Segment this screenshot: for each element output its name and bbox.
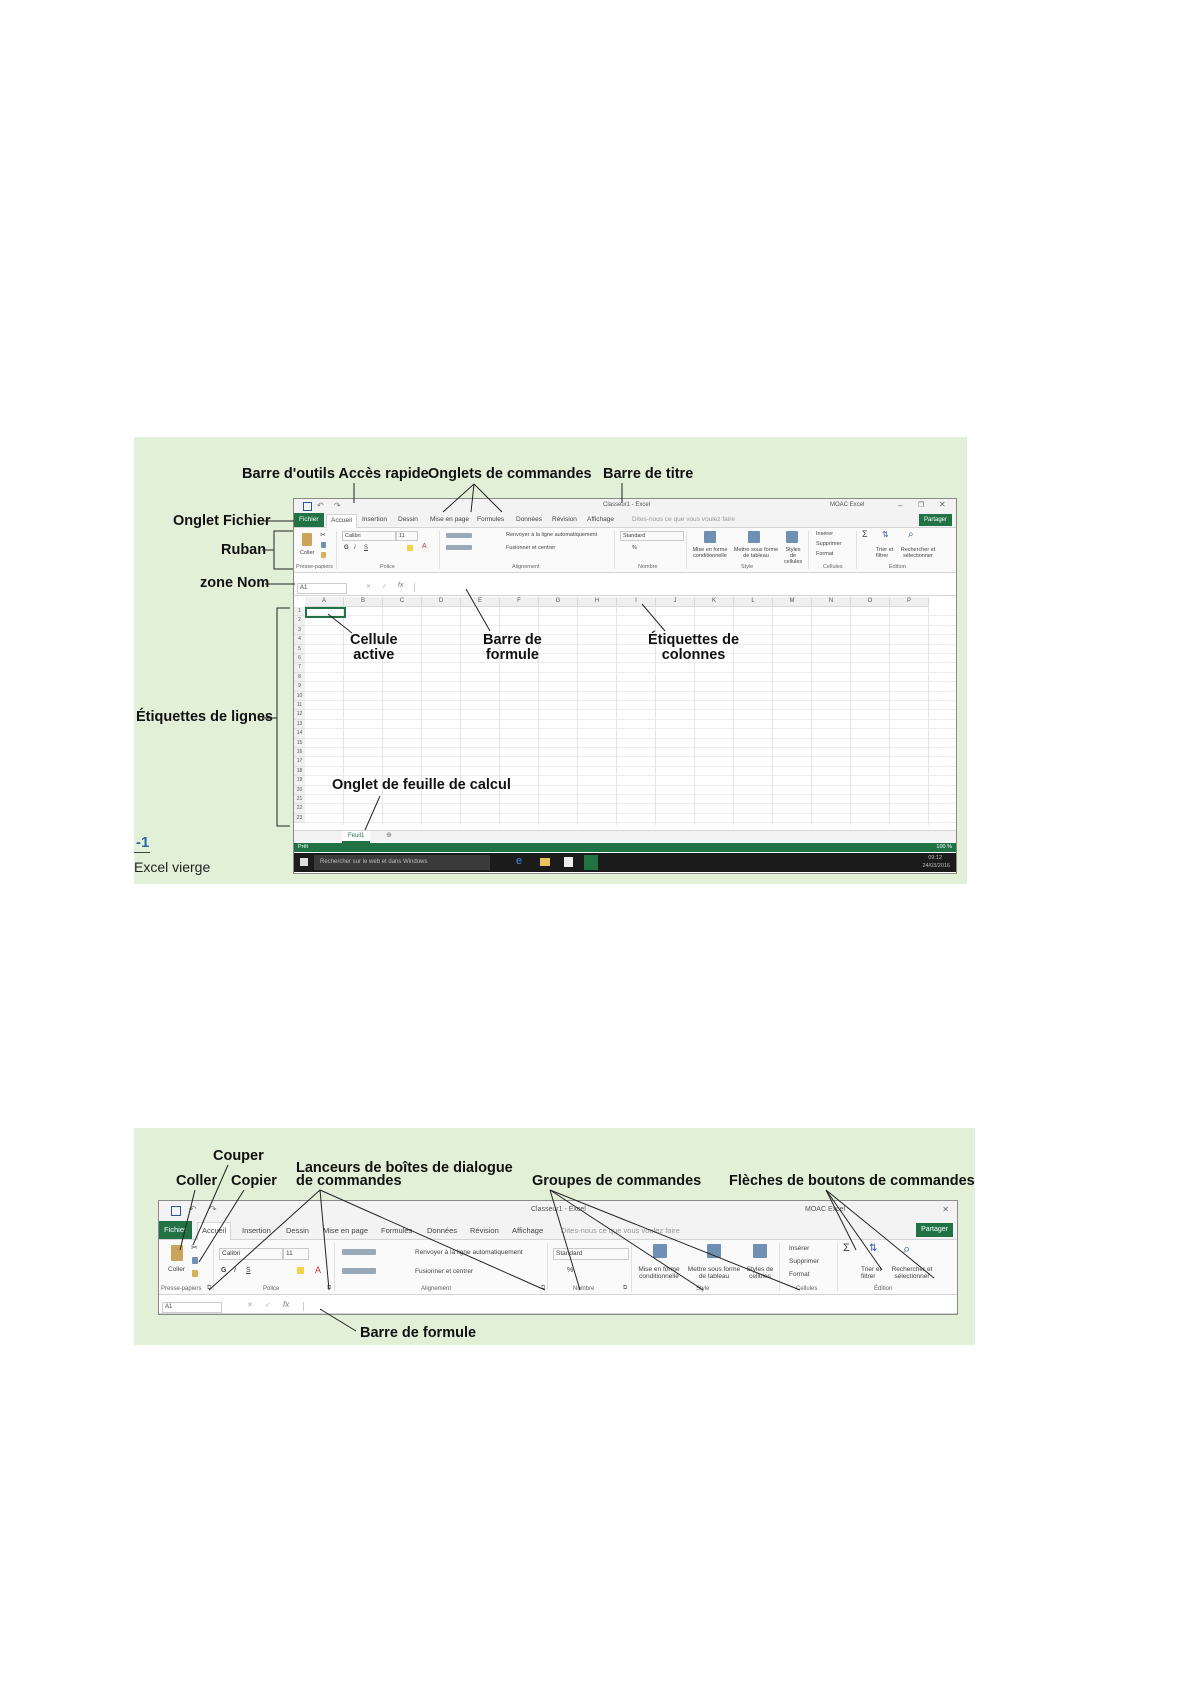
- excel-taskbar-icon[interactable]: [584, 855, 598, 870]
- tell-me-box[interactable]: Dites-nous ce que vous voulez faire: [561, 1226, 680, 1235]
- share-button[interactable]: Partager: [919, 514, 952, 526]
- underline-button[interactable]: S: [364, 545, 369, 551]
- active-cell[interactable]: [305, 607, 346, 618]
- taskbar-search[interactable]: Rechercher sur le web et dans Windows: [314, 855, 490, 870]
- callout-launchers: Lanceurs de boîtes de dialogue de commandes: [296, 1160, 513, 1189]
- column-header-A[interactable]: A: [305, 597, 344, 607]
- paste-icon[interactable]: [171, 1245, 183, 1261]
- column-header-K[interactable]: K: [695, 597, 734, 607]
- enter-icon[interactable]: ✓: [382, 584, 388, 590]
- number-launcher-icon[interactable]: ⧉: [623, 1285, 628, 1291]
- find-select-button[interactable]: Rechercher et sélectionner: [900, 547, 936, 559]
- callout-command-tabs: Onglets de commandes: [428, 466, 592, 482]
- format-painter-icon[interactable]: [192, 1270, 198, 1277]
- font-select[interactable]: Calibri: [219, 1248, 283, 1260]
- column-header-H[interactable]: H: [578, 597, 617, 607]
- italic-button[interactable]: I: [234, 1267, 236, 1274]
- gridline: [305, 766, 956, 767]
- tab-revision[interactable]: Révision: [552, 516, 577, 523]
- column-header-L[interactable]: L: [734, 597, 773, 607]
- callout-column-labels: Étiquettes de colonnes: [648, 632, 740, 663]
- align-icon[interactable]: [446, 533, 472, 538]
- separator: [439, 531, 440, 569]
- size-select[interactable]: 11: [283, 1248, 309, 1260]
- row-header-22[interactable]: 22: [294, 804, 305, 813]
- fill-color-icon[interactable]: [297, 1267, 304, 1274]
- size-select[interactable]: 11: [396, 531, 418, 541]
- wrap-text-button[interactable]: Renvoyer à la ligne automatiquement: [506, 532, 598, 538]
- tab-accueil[interactable]: Accueil: [197, 1222, 231, 1240]
- tab-affichage[interactable]: Affichage: [587, 516, 614, 523]
- underline-button[interactable]: S: [246, 1267, 251, 1274]
- tab-formules[interactable]: Formules: [477, 516, 505, 523]
- row-header-14[interactable]: 14: [294, 729, 305, 738]
- fill-color-icon[interactable]: [407, 545, 413, 551]
- paste-button[interactable]: Coller: [300, 550, 315, 556]
- zoom-level: 100 %: [936, 844, 952, 850]
- conditional-format-button[interactable]: Mise en forme conditionnelle: [692, 547, 728, 559]
- minimize-icon[interactable]: –: [898, 501, 903, 510]
- gridline: [577, 606, 578, 825]
- title-bar: [294, 499, 956, 513]
- tab-mise-en-page[interactable]: Mise en page: [323, 1226, 369, 1235]
- gridline: [305, 738, 956, 739]
- cut-icon[interactable]: ✂: [191, 1243, 198, 1252]
- table-format-icon[interactable]: [748, 531, 760, 543]
- tab-insertion[interactable]: Insertion: [242, 1226, 271, 1235]
- separator: [614, 531, 615, 569]
- redo-icon[interactable]: ↷: [334, 501, 341, 510]
- cell-styles-icon[interactable]: [753, 1244, 767, 1258]
- tab-insertion[interactable]: Insertion: [362, 516, 387, 523]
- group-label-cells: Cellules: [823, 564, 843, 570]
- callout-file-tab: Onglet Fichier: [173, 513, 271, 529]
- row-header-3[interactable]: 3: [294, 626, 305, 635]
- callout-active-cell: Cellule active: [350, 632, 398, 663]
- ribbon-tabs: [159, 1221, 957, 1240]
- formula-input[interactable]: [303, 1302, 949, 1311]
- tab-dessin[interactable]: Dessin: [398, 516, 418, 523]
- column-header-P[interactable]: P: [890, 597, 929, 607]
- number-format-select[interactable]: Standard: [620, 531, 684, 541]
- row-header-21[interactable]: 21: [294, 795, 305, 804]
- group-label-alignment: Alignement: [512, 564, 540, 570]
- windows-start-icon[interactable]: [300, 858, 308, 866]
- column-header-O[interactable]: O: [851, 597, 890, 607]
- row-header-18[interactable]: 18: [294, 767, 305, 776]
- close-icon[interactable]: ✕: [939, 500, 946, 509]
- separator: [547, 1243, 548, 1291]
- row-header-17[interactable]: 17: [294, 757, 305, 766]
- edge-icon[interactable]: e: [516, 855, 523, 867]
- window-title: Classeur1 - Excel: [603, 502, 651, 508]
- delete-button[interactable]: Supprimer: [789, 1258, 819, 1265]
- separator: [334, 1243, 335, 1291]
- cut-icon[interactable]: ✂: [320, 532, 326, 539]
- tab-affichage[interactable]: Affichage: [512, 1226, 544, 1235]
- column-header-F[interactable]: F: [500, 597, 539, 607]
- restore-icon[interactable]: ❐: [918, 502, 925, 509]
- tab-fichier[interactable]: Fichier: [159, 1221, 192, 1239]
- formula-bar: [294, 581, 956, 596]
- autosum-icon[interactable]: Σ: [862, 529, 868, 539]
- share-button[interactable]: Partager: [916, 1223, 953, 1237]
- column-header-M[interactable]: M: [773, 597, 812, 607]
- table-format-icon[interactable]: [707, 1244, 721, 1258]
- gridline: [889, 606, 890, 825]
- cell-styles-button[interactable]: Styles de cellules: [746, 1266, 774, 1280]
- folder-icon[interactable]: [540, 858, 550, 866]
- gridline: [305, 653, 956, 654]
- clipboard-launcher-icon[interactable]: ⧉: [207, 1285, 212, 1291]
- column-header-B[interactable]: B: [344, 597, 383, 607]
- table-format-button[interactable]: Mettre sous forme de tableau: [733, 547, 779, 559]
- enter-icon[interactable]: ✓: [265, 1302, 271, 1309]
- find-select-button[interactable]: Rechercher et sélectionner: [891, 1266, 933, 1280]
- insert-button[interactable]: Insérer: [789, 1245, 810, 1252]
- gridline: [305, 625, 956, 626]
- name-box[interactable]: A1: [297, 583, 347, 594]
- callout-row-labels: Étiquettes de lignes: [136, 709, 273, 725]
- tab-revision[interactable]: Révision: [470, 1226, 499, 1235]
- separator: [336, 531, 337, 569]
- row-header-15[interactable]: 15: [294, 739, 305, 748]
- group-label-number: Nombre: [573, 1286, 595, 1292]
- gridline: [772, 606, 773, 825]
- clock-time: 09:12: [928, 855, 942, 861]
- separator: [779, 1243, 780, 1291]
- conditional-format-icon[interactable]: [653, 1244, 667, 1258]
- group-label-alignment: Alignement: [421, 1286, 452, 1292]
- ribbon: [294, 528, 956, 573]
- copy-icon[interactable]: [192, 1257, 198, 1264]
- gridline: [305, 794, 956, 795]
- gridline: [305, 813, 956, 814]
- align-bottom-icon[interactable]: [342, 1268, 376, 1274]
- gridline: [305, 709, 956, 710]
- font-select[interactable]: Calibri: [342, 531, 396, 541]
- autosum-icon[interactable]: Σ: [843, 1242, 850, 1254]
- merge-center-button[interactable]: Fusionner et centrer: [415, 1268, 474, 1275]
- sheet-tab-feuil1[interactable]: Feuil1: [342, 831, 370, 843]
- column-header-G[interactable]: G: [539, 597, 578, 607]
- callout-copy: Copier: [231, 1173, 277, 1189]
- delete-button[interactable]: Supprimer: [816, 541, 842, 547]
- gridline: [811, 606, 812, 825]
- callout-title-bar: Barre de titre: [603, 466, 694, 482]
- row-header-12[interactable]: 12: [294, 710, 305, 719]
- ribbon: [159, 1240, 957, 1295]
- tab-donnees[interactable]: Données: [516, 516, 543, 523]
- column-header-N[interactable]: N: [812, 597, 851, 607]
- callout-sheet-tab: Onglet de feuille de calcul: [332, 777, 511, 793]
- alignment-launcher-icon[interactable]: ⧉: [541, 1285, 546, 1291]
- gridline: [305, 615, 956, 616]
- bold-button[interactable]: G: [344, 545, 349, 551]
- window-title: Classeur1 - Excel: [531, 1206, 586, 1213]
- table-format-button[interactable]: Mettre sous forme de tableau: [687, 1266, 741, 1280]
- user-name: MOAC Excel: [805, 1206, 846, 1213]
- find-icon[interactable]: ⌕: [903, 1241, 911, 1256]
- percent-button[interactable]: %: [567, 1267, 574, 1274]
- tab-dessin[interactable]: Dessin: [286, 1226, 309, 1235]
- store-icon[interactable]: [564, 857, 573, 867]
- status-text: Prêt: [298, 844, 309, 850]
- gridline: [305, 691, 956, 692]
- gridline: [305, 644, 956, 645]
- row-header-13[interactable]: 13: [294, 720, 305, 729]
- function-icon[interactable]: fx: [398, 582, 404, 589]
- callout-quick-access: Barre d'outils Accès rapide: [242, 466, 429, 482]
- italic-button[interactable]: I: [354, 545, 356, 551]
- tab-fichier[interactable]: Fichier: [294, 513, 324, 527]
- column-header-J[interactable]: J: [656, 597, 695, 607]
- cancel-icon[interactable]: ✕: [247, 1302, 253, 1309]
- row-header-16[interactable]: 16: [294, 748, 305, 757]
- callout-cut: Couper: [213, 1148, 264, 1164]
- row-header-23[interactable]: 23: [294, 814, 305, 823]
- tab-donnees[interactable]: Données: [427, 1226, 458, 1235]
- paste-icon[interactable]: [302, 533, 312, 546]
- row-header-9[interactable]: 9: [294, 682, 305, 691]
- row-header-10[interactable]: 10: [294, 692, 305, 701]
- sort-filter-icon[interactable]: ⇅: [882, 530, 889, 539]
- clock-date: 24/03/2016: [922, 863, 950, 869]
- sort-filter-button[interactable]: Trier et filtrer: [861, 1266, 882, 1280]
- gridline: [305, 756, 956, 757]
- tab-mise-en-page[interactable]: Mise en page: [430, 516, 470, 523]
- figure-number: -1: [136, 834, 150, 851]
- font-color-icon[interactable]: A: [315, 1265, 322, 1275]
- save-icon[interactable]: [303, 502, 312, 511]
- row-header-11[interactable]: 11: [294, 701, 305, 710]
- group-label-editing: Édition: [874, 1286, 893, 1292]
- row-header-8[interactable]: 8: [294, 673, 305, 682]
- tell-me-box[interactable]: Dites-nous ce que vous voulez faire: [632, 516, 735, 523]
- separator: [686, 531, 687, 569]
- sheet-tab-bar: [294, 830, 956, 842]
- gridline: [305, 681, 956, 682]
- separator: [213, 1243, 214, 1291]
- close-icon[interactable]: ✕: [942, 1205, 949, 1214]
- callout-ribbon: Ruban: [221, 542, 267, 558]
- formula-bar: [159, 1300, 957, 1314]
- function-icon[interactable]: fx: [283, 1300, 290, 1309]
- excel-window-2: [158, 1200, 958, 1315]
- callout-formula-bar-2: Barre de formule: [360, 1325, 477, 1341]
- sort-filter-button[interactable]: Trier et filtrer: [876, 547, 894, 559]
- wrap-text-button[interactable]: Renvoyer à la ligne automatiquement: [415, 1249, 523, 1256]
- paste-button[interactable]: Coller: [168, 1266, 185, 1273]
- gridline: [305, 822, 956, 823]
- callout-arrows: Flèches de boutons de commandes: [729, 1173, 975, 1189]
- conditional-format-icon[interactable]: [704, 531, 716, 543]
- copy-icon[interactable]: [321, 542, 326, 548]
- row-header-1[interactable]: 1: [294, 607, 305, 616]
- merge-center-button[interactable]: Fusionner et centrer: [506, 545, 556, 551]
- gridline: [305, 700, 956, 701]
- group-label-font: Police: [263, 1286, 280, 1292]
- gridline: [305, 634, 956, 635]
- title-bar: [159, 1201, 957, 1221]
- column-header-D[interactable]: D: [422, 597, 461, 607]
- figure-caption: Excel vierge: [134, 859, 211, 875]
- format-painter-icon[interactable]: [321, 552, 326, 558]
- gridline: [850, 606, 851, 825]
- gridline: [305, 803, 956, 804]
- formula-input[interactable]: [414, 583, 948, 592]
- callout-paste: Coller: [176, 1173, 218, 1189]
- group-label-style: Style: [696, 1286, 710, 1292]
- row-header-6[interactable]: 6: [294, 654, 305, 663]
- ribbon-tabs: [294, 513, 956, 528]
- percent-button[interactable]: %: [632, 545, 637, 551]
- gridline: [305, 672, 956, 673]
- group-label-editing: Édition: [889, 564, 906, 570]
- font-launcher-icon[interactable]: ⧉: [327, 1285, 332, 1291]
- row-header-19[interactable]: 19: [294, 776, 305, 785]
- user-name: MOAC Excel: [830, 502, 865, 508]
- undo-icon[interactable]: ↶: [317, 501, 324, 510]
- caption-rule: [134, 852, 150, 853]
- column-header-I[interactable]: I: [617, 597, 656, 607]
- format-button[interactable]: Format: [789, 1271, 810, 1278]
- tab-formules[interactable]: Formules: [381, 1226, 413, 1235]
- undo-icon[interactable]: ↶: [189, 1204, 197, 1214]
- tab-accueil[interactable]: Accueil: [326, 514, 357, 528]
- separator: [631, 1243, 632, 1291]
- add-sheet-icon[interactable]: ⊕: [386, 832, 392, 839]
- group-label-font: Police: [380, 564, 395, 570]
- separator: [808, 531, 809, 569]
- gridline: [305, 728, 956, 729]
- group-label-clipboard: Presse-papiers: [296, 564, 333, 570]
- conditional-format-button[interactable]: Mise en forme conditionnelle: [638, 1266, 680, 1280]
- row-header-4[interactable]: 4: [294, 635, 305, 644]
- excel-window-1: [293, 498, 957, 874]
- save-icon[interactable]: [171, 1206, 181, 1216]
- gridline: [616, 606, 617, 825]
- group-label-cells: Cellules: [796, 1286, 818, 1292]
- gridline: [928, 606, 929, 825]
- row-header-7[interactable]: 7: [294, 663, 305, 672]
- status-bar: [294, 843, 956, 852]
- group-label-number: Nombre: [638, 564, 658, 570]
- sort-filter-icon[interactable]: ⇅: [869, 1243, 878, 1254]
- find-icon[interactable]: ⌕: [908, 529, 914, 540]
- cell-styles-button[interactable]: Styles de cellules: [783, 547, 803, 565]
- callout-groups: Groupes de commandes: [532, 1173, 702, 1189]
- cancel-icon[interactable]: ✕: [366, 584, 372, 590]
- gridline: [305, 662, 956, 663]
- redo-icon[interactable]: ↷: [209, 1204, 217, 1214]
- insert-button[interactable]: Insérer: [816, 531, 834, 537]
- bold-button[interactable]: G: [221, 1267, 227, 1274]
- group-label-clipboard: Presse-papiers: [161, 1286, 202, 1292]
- row-header-20[interactable]: 20: [294, 786, 305, 795]
- gridline: [305, 747, 956, 748]
- taskbar: [294, 853, 956, 872]
- column-header-C[interactable]: C: [383, 597, 422, 607]
- separator: [856, 531, 857, 569]
- number-format-select[interactable]: Standard: [553, 1248, 629, 1260]
- format-button[interactable]: Format: [816, 551, 834, 557]
- align-bottom-icon[interactable]: [446, 545, 472, 550]
- row-header-2[interactable]: 2: [294, 616, 305, 625]
- row-header-5[interactable]: 5: [294, 645, 305, 654]
- align-icon[interactable]: [342, 1249, 376, 1255]
- font-color-icon[interactable]: A: [422, 543, 427, 550]
- group-label-style: Style: [741, 564, 754, 570]
- separator: [837, 1243, 838, 1291]
- callout-name-box: zone Nom: [200, 575, 270, 591]
- column-header-E[interactable]: E: [461, 597, 500, 607]
- cell-styles-icon[interactable]: [786, 531, 798, 543]
- callout-formula-bar: Barre de formule: [483, 632, 542, 663]
- gridline: [305, 719, 956, 720]
- name-box[interactable]: A1: [162, 1302, 222, 1313]
